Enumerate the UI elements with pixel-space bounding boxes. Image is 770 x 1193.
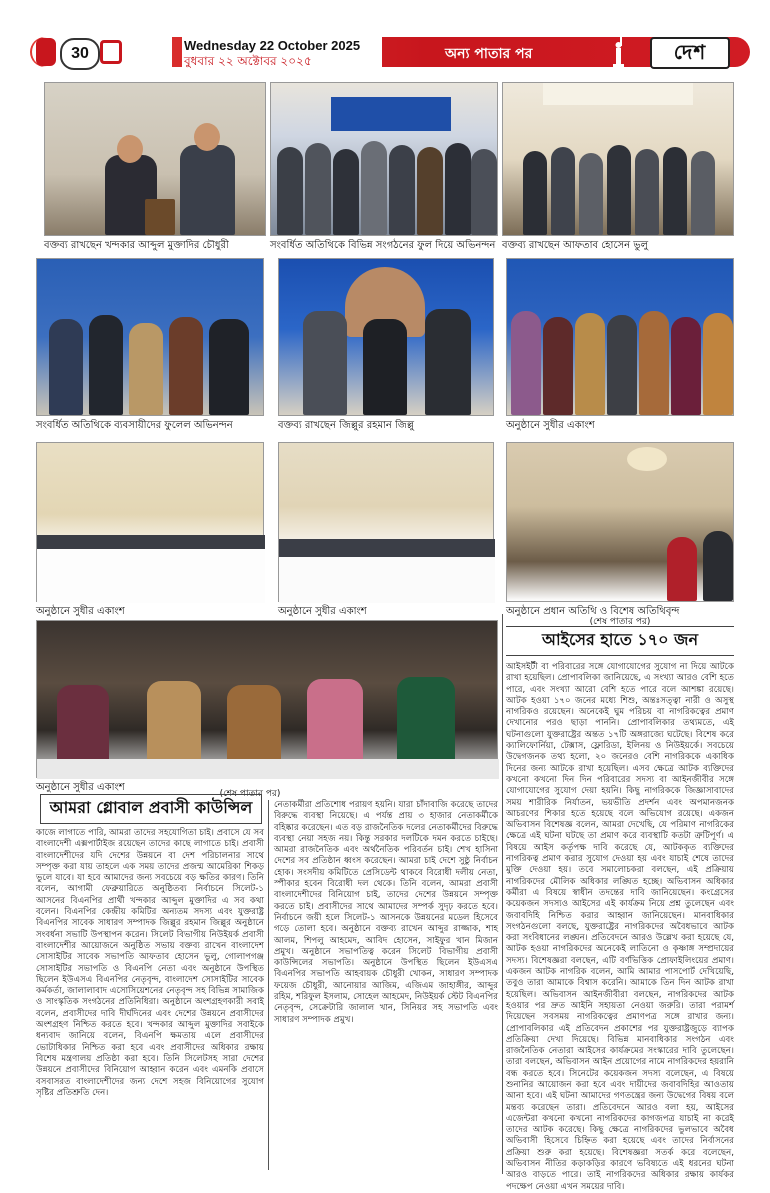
article-kicker: (শেষ পাতার পর) (219, 789, 281, 799)
photo-caption: বক্তব্য রাখছেন জিল্লুর রহমান জিল্লু (278, 420, 414, 431)
photo-caption: অনুষ্ঠানে সুধীর একাংশ (36, 782, 125, 793)
photo-speaker-mukhtadir (44, 82, 266, 236)
brand-logo: দেশ (650, 37, 730, 69)
photo-caption: অনুষ্ঠানে সুধীর একাংশ (506, 420, 595, 431)
article-kicker: (শেষ পাতার পর) (589, 617, 651, 627)
photo-chief-guests (506, 442, 734, 602)
photo-flower-greeting (270, 82, 498, 236)
photo-caption: অনুষ্ঠানে সুধীর একাংশ (36, 606, 125, 617)
photo-caption: সংবর্ধিত অতিথিকে ব্যবসায়ীদের ফুলেল অভিনন্দন (36, 420, 233, 431)
photo-audience-women (506, 258, 734, 416)
article-body-col1: কাজে লাগাতে পারি, আমরা তাদের সহযোগিতা চাই। প্রবাসে যে সব বাংলাদেশী এক্সপার্টাইজ রয়েছেন তাদের কাছে লাগাতে চাই। প্রবাসী বাংলাদেশীদের যদি দেশের উন্নয়নে বা দেশ পরিচালনার সাথে সম্পৃক্ত করা যায় তাহলে এক সময় তাদের প্রজন্ম আমেরিকা শিকড় ভুলে যাবে। যা হবে আমাদের জন্য সবচেয়ে বড় ক্ষতির কারণ। তিনি বলেন, আগামী ফেব্রুয়ারিতে অনুষ্ঠিতব্য নির্বাচনে সিলেট-১ আসনের বিএনপির প্রার্থী খন্দকার আব্দুল মুক্তাদির এ সব কথা বলেন। বিএনপির কেন্দ্রীয় কমিটির অন্যতম সদস্য এবং যুক্তরাষ্ট্র বিএনপির সাবেক সাধারণ সম্পাদক জিল্লুর রহমান জিল্লুর অনুষ্ঠানে সংবর্ধনা সভাটি উপস্থাপন করেন। সিলেট বিভাগীয় নিউইয়র্ক প্রবাসী বাংলাদেশীর আয়োজনে অনুষ্ঠিত সভায় বক্তব্য রাখেন বাংলাদেশ সোসাইটির সাবেক সভাপতি আফতাব হোসেন ভুলু, গোলাপগঞ্জ সোসাইটির সভাপতি ও বিএনপি নেতা এবং অনুষ্ঠানে উপস্থিত ছিলেন ইউএসএ বিএনপির নেতৃবৃন্দ, বাংলাদেশ সোসাইটির সাবেক কর্মকর্তা, জালালাবাদ এসোসিয়েশনের নেতৃবৃন্দ সহ বিভিন্ন সামাজিক ও সাংস্কৃতিক সংগঠনের প্রতিনিধিরা। অনুষ্ঠানে অংশগ্রহণকারী সবাই বলেন, প্রবাসীদের দাবি দীর্ঘদিনের এবং দেশের উন্নয়নে প্রবাসীদের অংশগ্রহণ নিশ্চিত করতে হবে। খন্দকার আব্দুল মুক্তাদির সবাইকে ধন্যবাদ জানিয়ে বলেন, বিএনপি ক্ষমতায় এলে প্রবাসীদের ভোটাধিকার নিশ্চিত করা হবে এবং প্রবাসীদের অধিকার রক্ষায় বিশেষ মন্ত্রণালয় প্রতিষ্ঠা করা হবে। তিনি সিলেটসহ সারা দেশের উন্নয়নে প্রবাসীদের বিনিয়োগ আহ্বান করেন এবং এমনকি প্রবাসে বসবাসরত বাংলাদেশীদের জন্য দেশে সহজ বিনিয়োগের সুযোগ সৃষ্টির প্রতিশ্রুতি দেন। (36, 828, 264, 1098)
date-english: Wednesday 22 October 2025 (184, 38, 361, 53)
page-header (0, 0, 770, 75)
photo-audience-tables-1 (36, 442, 264, 602)
photo-caption: অনুষ্ঠানে সুধীর একাংশ (278, 606, 367, 617)
section-title: অন্য পাতার পর (445, 46, 533, 62)
photo-speaker-bhulu (502, 82, 734, 236)
date-bangla: বুধবার ২২ অক্টোবর ২০২৫ (184, 54, 312, 68)
photo-audience-tables-2 (278, 442, 494, 602)
statue-of-liberty-icon (607, 36, 629, 70)
article-headline-council: আমরা গ্লোবাল প্রবাসী কাউন্সিল (40, 794, 262, 824)
paper-logo-icon (36, 38, 56, 66)
column-divider (268, 800, 269, 1170)
photo-caption: বক্তব্য রাখছেন খন্দকার আব্দুল মুক্তাদির চৌধুরী (44, 240, 229, 251)
paper-emblem-icon (100, 40, 122, 64)
photo-audience-large (36, 620, 498, 778)
photo-caption: অনুষ্ঠানে প্রধান অতিথি ও বিশেষ অতিথিবৃন্দ (506, 606, 680, 617)
article-body-col2: নেতাকর্মীরা প্রতিশোধ পরায়ণ হয়নি। যারা চাঁদাবাজি করেছে তাদের বিরুদ্ধে ব্যবস্থা নিয়েছে। এ পর্যন্ত প্রায় ৩ হাজার নেতাকর্মীকে বহিষ্কার করেছেন। এত বড় রাজনৈতিক দলের নেতাকর্মীদের বিরুদ্ধে ব্যবস্থা নেয়া সহজ নয়। কিন্তু সরকার দলটিকে দমন করতে চাইছে। আমরা রাজনৈতিক এবং অর্থনৈতিক পরিবর্তন চাই। শেখ হাসিনা দেশের সব প্রতিষ্ঠান ধ্বংস করেছেন। আমরা চাই দেশে সুষ্ঠু নির্বাচন হোক। সংসদীয় কমিটিতে প্রেসিডেন্ট থাকবে বিরোধী দলীয় নেতা, স্পীকার হবেন বিরোধী দল থেকে। তিনি বলেন, আমরা প্রবাসী বাংলাদেশীদের বিনিয়োগ চাই, তাদের দেশের উন্নয়নে সম্পৃক্ত করতে চাই। প্রবাসীদের সাথে আমাদের সম্পর্ক সুদৃঢ় করতে হবে। নির্বাচনে জয়ী হলে সিলেট-১ আসনকে উন্নয়নের মডেল হিসেবে গড়ে তোলা হবে। অনুষ্ঠানে বক্তব্য রাখেন আব্দুর রাজ্জাক, শাহ আলম, শিপলু আহমেদ, আবিদ হোসেন, সাইফুর খান মিজান প্রমুখ। অনুষ্ঠানে সভাপতিত্ব করেন সিলেট বিভাগীয় প্রবাসী কাউন্সিলের সভাপতি। অনুষ্ঠানে উপস্থিত ছিলেন ইউএসএ বিএনপির সভাপতি আহবায়ক চৌধুরী খোকন, সাধারণ সম্পাদক ফয়েজ চৌধুরী, আনোয়ার আজিম, এজিএম জাহাঙ্গীর, আব্দুর রহিম, শরিফুল ইসলাম, সোহেল আহমেদ, নিউইয়র্ক স্টেট বিএনপির নেতৃবৃন্দ, সেক্রেটারি জালাল খান, সিনিয়র সহ সভাপতি এবং সাধারণ সম্পাদক প্রমুখ। (274, 800, 498, 1025)
photo-caption: সংবর্ধিত অতিথিকে বিভিন্ন সংগঠনের ফুল দিয়ে অভিনন্দন (270, 240, 496, 251)
photo-business-greeting (36, 258, 264, 416)
article-headline-ice: আইসের হাতে ১৭০ জন (506, 626, 734, 656)
column-divider (502, 614, 503, 1174)
photo-speaker-jillu (278, 258, 494, 416)
page-number: 30 (60, 38, 100, 70)
photo-caption: বক্তব্য রাখছেন আফতাব হোসেন ভুলু (502, 240, 649, 251)
article-body-ice: আইসইর্টী বা পরিবারের সঙ্গে যোগাযোগের সুযোগ না দিয়ে আটকে রাখা হয়েছিল। প্রোপাবলিকা জানিয়েছে, এ সংখ্যা আরও বেশি হতে পারে, এবং সংখ্যা আরো বেশি হতে পারে বলে আশঙ্কা রয়েছে। আটক হওয়া ১৭০ জনের মধ্যে শিশু, অন্তঃসত্ত্বা নারী ও অসুস্থ নাগরিকও রয়েছেন। অনেকেই ঘুম পরিচয় বা নাগরিকত্বের প্রমাণ দেখানোর পরও ছাড়া পাননি। প্রোপাবলিকার তথ্যমতে, এই ঘটনাগুলো যুক্তরাষ্ট্রের অন্তত ১৭টি অঙ্গরাজ্যে ঘটেছে। বিশেষ করে ক্যালিফোর্নিয়া, টেক্সাস, ফ্লোরিডা, ইলিনয় ও নিউইয়র্কে। সবচেয়ে উদ্বেগজনক তথ্য হলো, ২০ জনেরও বেশি নাগরিককে একাধিক দিনের জন্য আটকে রাখা হয়েছিল। এসব ক্ষেত্রে আটক ব্যক্তিদের কখনো কখনো দিন দিন পরিবারের সদস্য বা আইনজীবীর সঙ্গে যোগাযোগের সুযোগ দেয়া হয়নি। কিছু নাগরিককে জিজ্ঞাসাবাদের সময় শারীরিক নির্যাতন, ভয়ভীতি প্রদর্শন এবং অপমানজনক আচরণের শিকার হতে হয়েছে বলে অভিযোগ রয়েছে। একজন অভিবাসন বিশেষজ্ঞ বলেন, আমরা দেখেছি, যে পরিমাণ নাগরিকের ক্ষেত্রে এই ঘটনা ঘটছে তা প্রমাণ করে ব্যবস্থাটি কতটা ত্রুটিপূর্ণ। এ বিষয়ে আইস কর্তৃপক্ষ দাবি করেছে যে, আটককৃত ব্যক্তিদের নাগরিকত্ব প্রমাণ করার সুযোগ দেওয়া হয় এবং যাচাই শেষে তাদের মুক্তি দেওয়া হয়। তবে সমালোচকরা বলছেন, এই প্রক্রিয়ায় নাগরিকদের মৌলিক অধিকার লঙ্ঘিত হচ্ছে। অভিবাসন অধিকার কর্মীরা এ বিষয়ে স্বাধীন তদন্তের দাবি জানিয়েছেন। কংগ্রেসের কয়েকজন সদস্যও আইসের এই কার্যক্রম নিয়ে প্রশ্ন তুলেছেন এবং জবাবদিহি নিশ্চিত করার আহ্বান জানিয়েছেন। মানবাধিকার সংগঠনগুলো বলছে, যুক্তরাষ্ট্রের নাগরিকদের অবৈধভাবে আটক করা সংবিধানের লঙ্ঘন। প্রতিবেদনে আরও উল্লেখ করা হয়েছে যে, আটক হওয়া নাগরিকদের অনেকেই লাতিনো ও কৃষ্ণাঙ্গ সম্প্রদায়ের সদস্য। বিশেষজ্ঞরা বলছেন, এটি বর্ণভিত্তিক প্রোফাইলিংয়ের প্রমাণ। একজন আটক নাগরিক বলেন, আমি আমার পাসপোর্ট দেখিয়েছি, তবুও তারা আমাকে বিশ্বাস করেনি। আমাকে তিন দিন আটক রাখা হয়েছিল। অভিবাসন আইনজীবীরা বলছেন, নাগরিকদের আটক হওয়ার পর দ্রুত আইনি সহায়তা নেওয়া জরুরি। তারা পরামর্শ দিয়েছেন সবসময় নাগরিকত্বের প্রমাণপত্র সঙ্গে রাখার জন্য। প্রোপাবলিকার এই প্রতিবেদন প্রকাশের পর যুক্তরাষ্ট্রজুড়ে ব্যাপক প্রতিক্রিয়া দেখা দিয়েছে। বিভিন্ন মানবাধিকার সংগঠন এবং রাজনৈতিক নেতারা আইসের কার্যক্রমের সংস্কারের দাবি তুলেছেন। তারা বলছেন, অভিবাসন আইন প্রয়োগের নামে নাগরিকদের হয়রানি বন্ধ করতে হবে। সিনেটের কয়েকজন সদস্য বলেছেন, এ বিষয়ে শুনানির আয়োজন করা হবে এবং দায়ীদের জবাবদিহির আওতায় আনা হবে। এই ঘটনা আমাদের গণতন্ত্রের জন্য উদ্বেগের বিষয় বলে মন্তব্য করেছেন তারা। প্রতিবেদনে আরও বলা হয়, আইসের এজেন্টরা কখনো কখনো নাগরিকদের কাগজপত্র যাচাই না করেই তাদের আটক করেছে। কিছু ক্ষেত্রে নাগরিকদের ভুলভাবে অবৈধ অভিবাসী হিসেবে চিহ্নিত করা হয়েছে এবং তাদের নির্বাসনের প্রক্রিয়া শুরু করা হয়েছে। বিশেষজ্ঞরা সতর্ক করে বলেছেন, অভিবাসন নীতির কড়াকড়ির কারণে ভবিষ্যতে এই ধরনের ঘটনা আরও বাড়তে পারে। তাই নাগরিকদের অধিকার রক্ষায় কার্যকর পদক্ষেপ নেওয়া এখন সময়ের দাবি। (506, 662, 734, 1192)
